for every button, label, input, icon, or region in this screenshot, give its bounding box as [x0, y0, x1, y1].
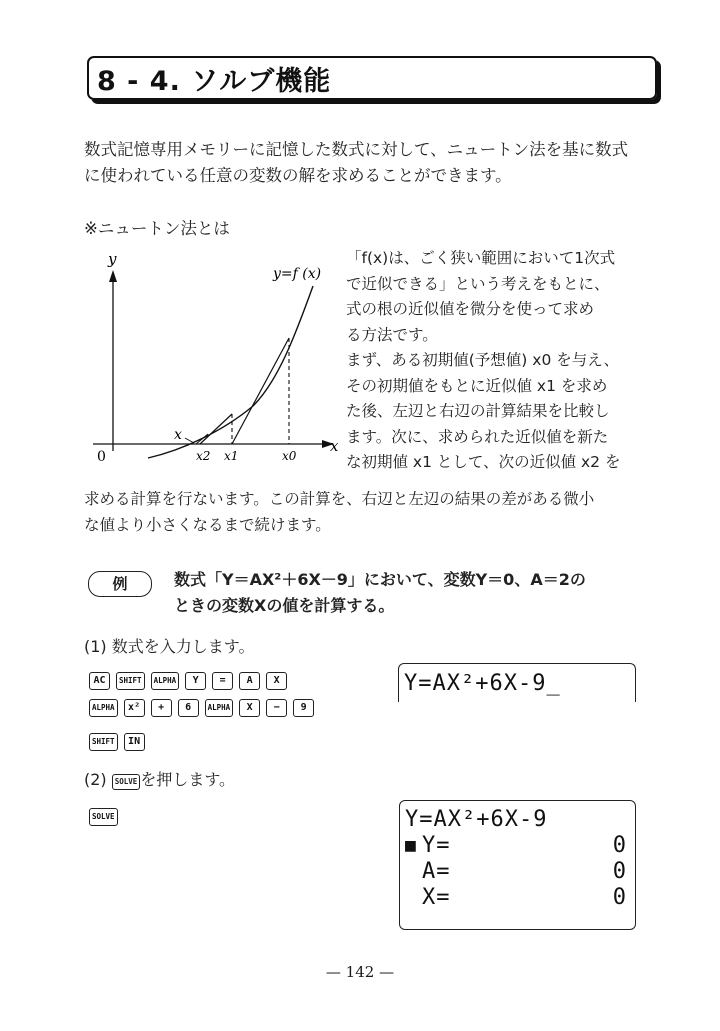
- root-label: x: [174, 427, 182, 443]
- in-key: IN: [124, 733, 145, 751]
- x-key: X: [239, 699, 260, 717]
- x-key: X: [266, 672, 287, 690]
- display2-label-y: Y=: [422, 833, 451, 858]
- display2-value-x: 0: [612, 885, 627, 910]
- section-title-box: [87, 56, 657, 100]
- step1-keys-row2: [89, 699, 314, 717]
- example-badge: 例: [88, 571, 152, 597]
- explanation-line: まず、ある初期値(予想値) x0 を与え、: [346, 351, 620, 369]
- tick-x0: x0: [282, 449, 297, 463]
- intro-line: 数式記憶専用メモリーに記憶した数式に対して、ニュートン法を基に数式: [84, 140, 629, 159]
- intro-paragraph: [84, 137, 644, 189]
- example-line: ときの変数Xの値を計算する。: [174, 596, 395, 615]
- shift-key: SHIFT: [89, 733, 118, 751]
- step2-label: [84, 767, 235, 790]
- tail-line: な値より小さくなるまで続けます。: [84, 515, 331, 534]
- display2-cursor: ■: [405, 835, 417, 856]
- example-text: [174, 567, 644, 619]
- function-curve: [148, 286, 313, 458]
- y-axis-arrow: [109, 270, 117, 282]
- step1-keys-row3: [89, 733, 145, 751]
- alpha-key: ALPHA: [205, 699, 234, 717]
- display1-text: Y=AX²+6X-9_: [404, 671, 561, 696]
- tail-line: 求める計算を行ないます。この計算を、右辺と左辺の結果の差がある微小: [84, 490, 595, 508]
- explanation-line: な初期値 x1 として、次の近似値 x2 を: [346, 453, 621, 471]
- explanation-line: た後、左辺と右辺の計算結果を比較し: [346, 402, 610, 420]
- step2-keys-row: [89, 808, 118, 826]
- solve-key: SOLVE: [89, 808, 118, 826]
- alpha-key: ALPHA: [151, 672, 180, 690]
- y-axis-label: y: [108, 250, 117, 268]
- explanation-line: その初期値をもとに近似値 x1 を求め: [346, 376, 608, 395]
- newton-explanation: [346, 246, 641, 476]
- shift-key: SHIFT: [116, 672, 145, 690]
- display2-label-x: X=: [422, 885, 451, 910]
- root-pointer: [185, 438, 194, 443]
- x-squared-key: x²: [124, 699, 145, 717]
- explanation-line: ます。次に、求められた近似値を新た: [346, 427, 609, 446]
- ac-key: AC: [89, 672, 110, 690]
- newton-method-graph: [88, 246, 343, 471]
- display2-value-y: 0: [612, 833, 627, 858]
- display2-formula: Y=AX²+6X-9: [405, 807, 548, 832]
- explanation-tail: [84, 487, 644, 538]
- explanation-line: で近似できる」という考えをもとに、: [346, 274, 610, 293]
- nine-key: 9: [293, 699, 314, 717]
- minus-key: −: [266, 699, 287, 717]
- explanation-line: 式の根の近似値を微分を使って求め: [346, 300, 595, 318]
- six-key: 6: [178, 699, 199, 717]
- step1-keys-row1: [89, 672, 287, 690]
- section-title: 8 - 4. ソルブ機能: [97, 65, 332, 97]
- newton-heading: ※ニュートン法とは: [84, 219, 230, 238]
- equals-key: =: [212, 672, 233, 690]
- step2-suffix: を押します。: [140, 770, 236, 789]
- x-axis-label: x: [330, 437, 339, 455]
- step1-label: (1) 数式を入力します。: [84, 637, 255, 656]
- display2-value-a: 0: [612, 859, 627, 884]
- y-key: Y: [185, 672, 206, 690]
- tangent-line-x1: [200, 414, 232, 444]
- explanation-line: る方法です。: [346, 325, 438, 344]
- calculator-display-1: [398, 663, 636, 702]
- intro-line: に使われている任意の変数の解を求めることができます。: [84, 166, 512, 185]
- curve-label: y=f (x): [273, 266, 322, 282]
- a-key: A: [239, 672, 260, 690]
- explanation-line: 「f(x)は、ごく狭い範囲において1次式: [346, 249, 616, 267]
- tangent-line-x0: [232, 338, 289, 444]
- example-line: 数式「Y＝AX²＋6X－9」において、変数Y＝0、A＝2の: [174, 570, 586, 589]
- tick-x1: x1: [224, 449, 239, 463]
- alpha-key: ALPHA: [89, 699, 118, 717]
- origin-label: 0: [97, 449, 106, 465]
- solve-key-inline: SOLVE: [112, 774, 141, 790]
- step2-prefix: (2): [84, 770, 112, 789]
- calculator-display-2: [399, 800, 636, 930]
- plus-key: +: [151, 699, 172, 717]
- page-number: — 142 —: [325, 963, 395, 981]
- display2-label-a: A=: [422, 859, 451, 884]
- tick-x2: x2: [196, 449, 211, 463]
